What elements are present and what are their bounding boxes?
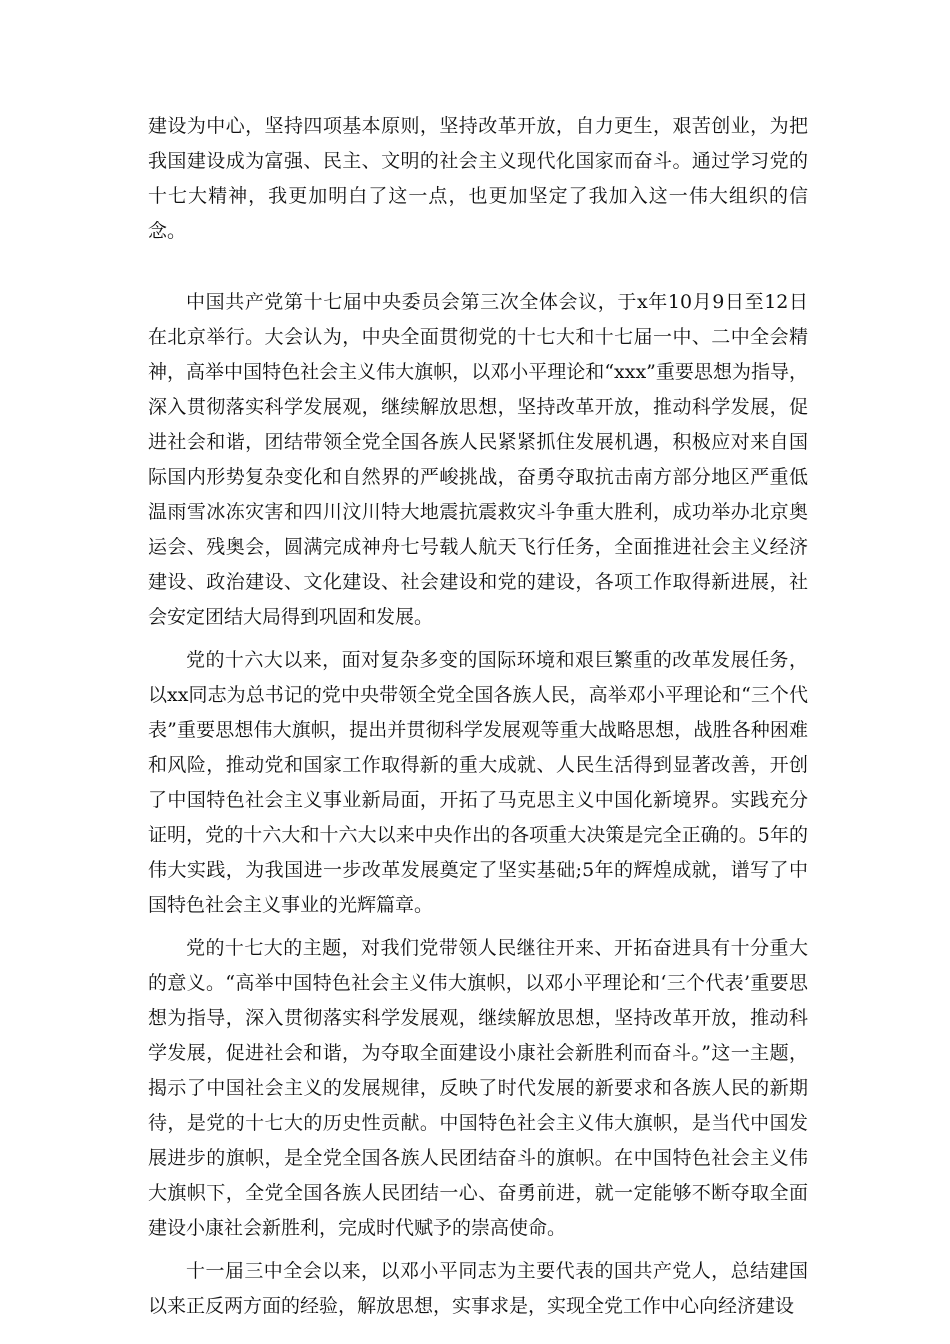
paragraph-spacer [148,635,808,643]
paragraph-spacer [148,1246,808,1254]
paragraph-1: 建设为中心，坚持四项基本原则，坚持改革开放，自力更生，艰苦创业，为把我国建设成为富强、民主、文明的社会主义现代化国家而奋斗。通过学习党的十七大精神，我更加明白了这一点，也更加坚定了我加入这一伟大组织的信念。 [148,115,808,242]
paragraph-spacer [148,249,808,285]
paragraph-2: 中国共产党第十七届中央委员会第三次全体会议，于x年10月9日至12日在北京举行。大会认为，中央全面贯彻党的十七大和十七届一中、二中全会精神，高举中国特色社会主义伟大旗帜，以邓小平理论和“xxx”重要思想为指导，深入贯彻落实科学发展观，继续解放思想，坚持改革开放，推动科学发展，促进社会和谐，团结带领全党全国各族人民紧紧抓住发展机遇，积极应对来自国际国内形势复杂变化和自然界的严峻挑战，奋勇夺取抗击南方部分地区严重低温雨雪冰冻灾害和四川汶川特大地震抗震救灾斗争重大胜利，成功举办北京奥运会、残奥会，圆满完成神舟七号载人航天飞行任务，全面推进社会主义经济建设、政治建设、文化建设、社会建设和党的建设，各项工作取得新进展，社会安定团结大局得到巩固和发展。 [148,291,808,628]
paragraph-3: 党的十六大以来，面对复杂多变的国际环境和艰巨繁重的改革发展任务，以xx同志为总书记的党中央带领全党全国各族人民，高举邓小平理论和“三个代表”重要思想伟大旗帜，提出并贯彻科学发展观等重大战略思想，战胜各种困难和风险，推动党和国家工作取得新的重大成就、人民生活得到显著改善，开创了中国特色社会主义事业新局面，开拓了马克思主义中国化新境界。实践充分证明，党的十六大和十六大以来中央作出的各项重大决策是完全正确的。5年的伟大实践，为我国进一步改革发展奠定了坚实基础;5年的辉煌成就，谱写了中国特色社会主义事业的光辉篇章。 [148,649,808,916]
paragraph-5: 十一届三中全会以来，以邓小平同志为主要代表的国共产党人，总结建国以来正反两方面的经验，解放思想，实事求是，实现全党工作中心向经济建设 [148,1260,808,1317]
paragraph-spacer [148,923,808,931]
document-body [148,109,808,1324]
paragraph-4: 党的十七大的主题，对我们党带领人民继往开来、开拓奋进具有十分重大的意义。“高举中国特色社会主义伟大旗帜，以邓小平理论和‘三个代表’重要思想为指导，深入贯彻落实科学发展观，继续解放思想，坚持改革开放，推动科学发展，促进社会和谐，为夺取全面建设小康社会新胜利而奋斗。”这一主题，揭示了中国社会主义的发展规律，反映了时代发展的新要求和各族人民的新期待，是党的十七大的历史性贡献。中国特色社会主义伟大旗帜，是当代中国发展进步的旗帜，是全党全国各族人民团结奋斗的旗帜。在中国特色社会主义伟大旗帜下，全党全国各族人民团结一心、奋勇前进，就一定能够不断夺取全面建设小康社会新胜利，完成时代赋予的崇高使命。 [148,937,808,1239]
